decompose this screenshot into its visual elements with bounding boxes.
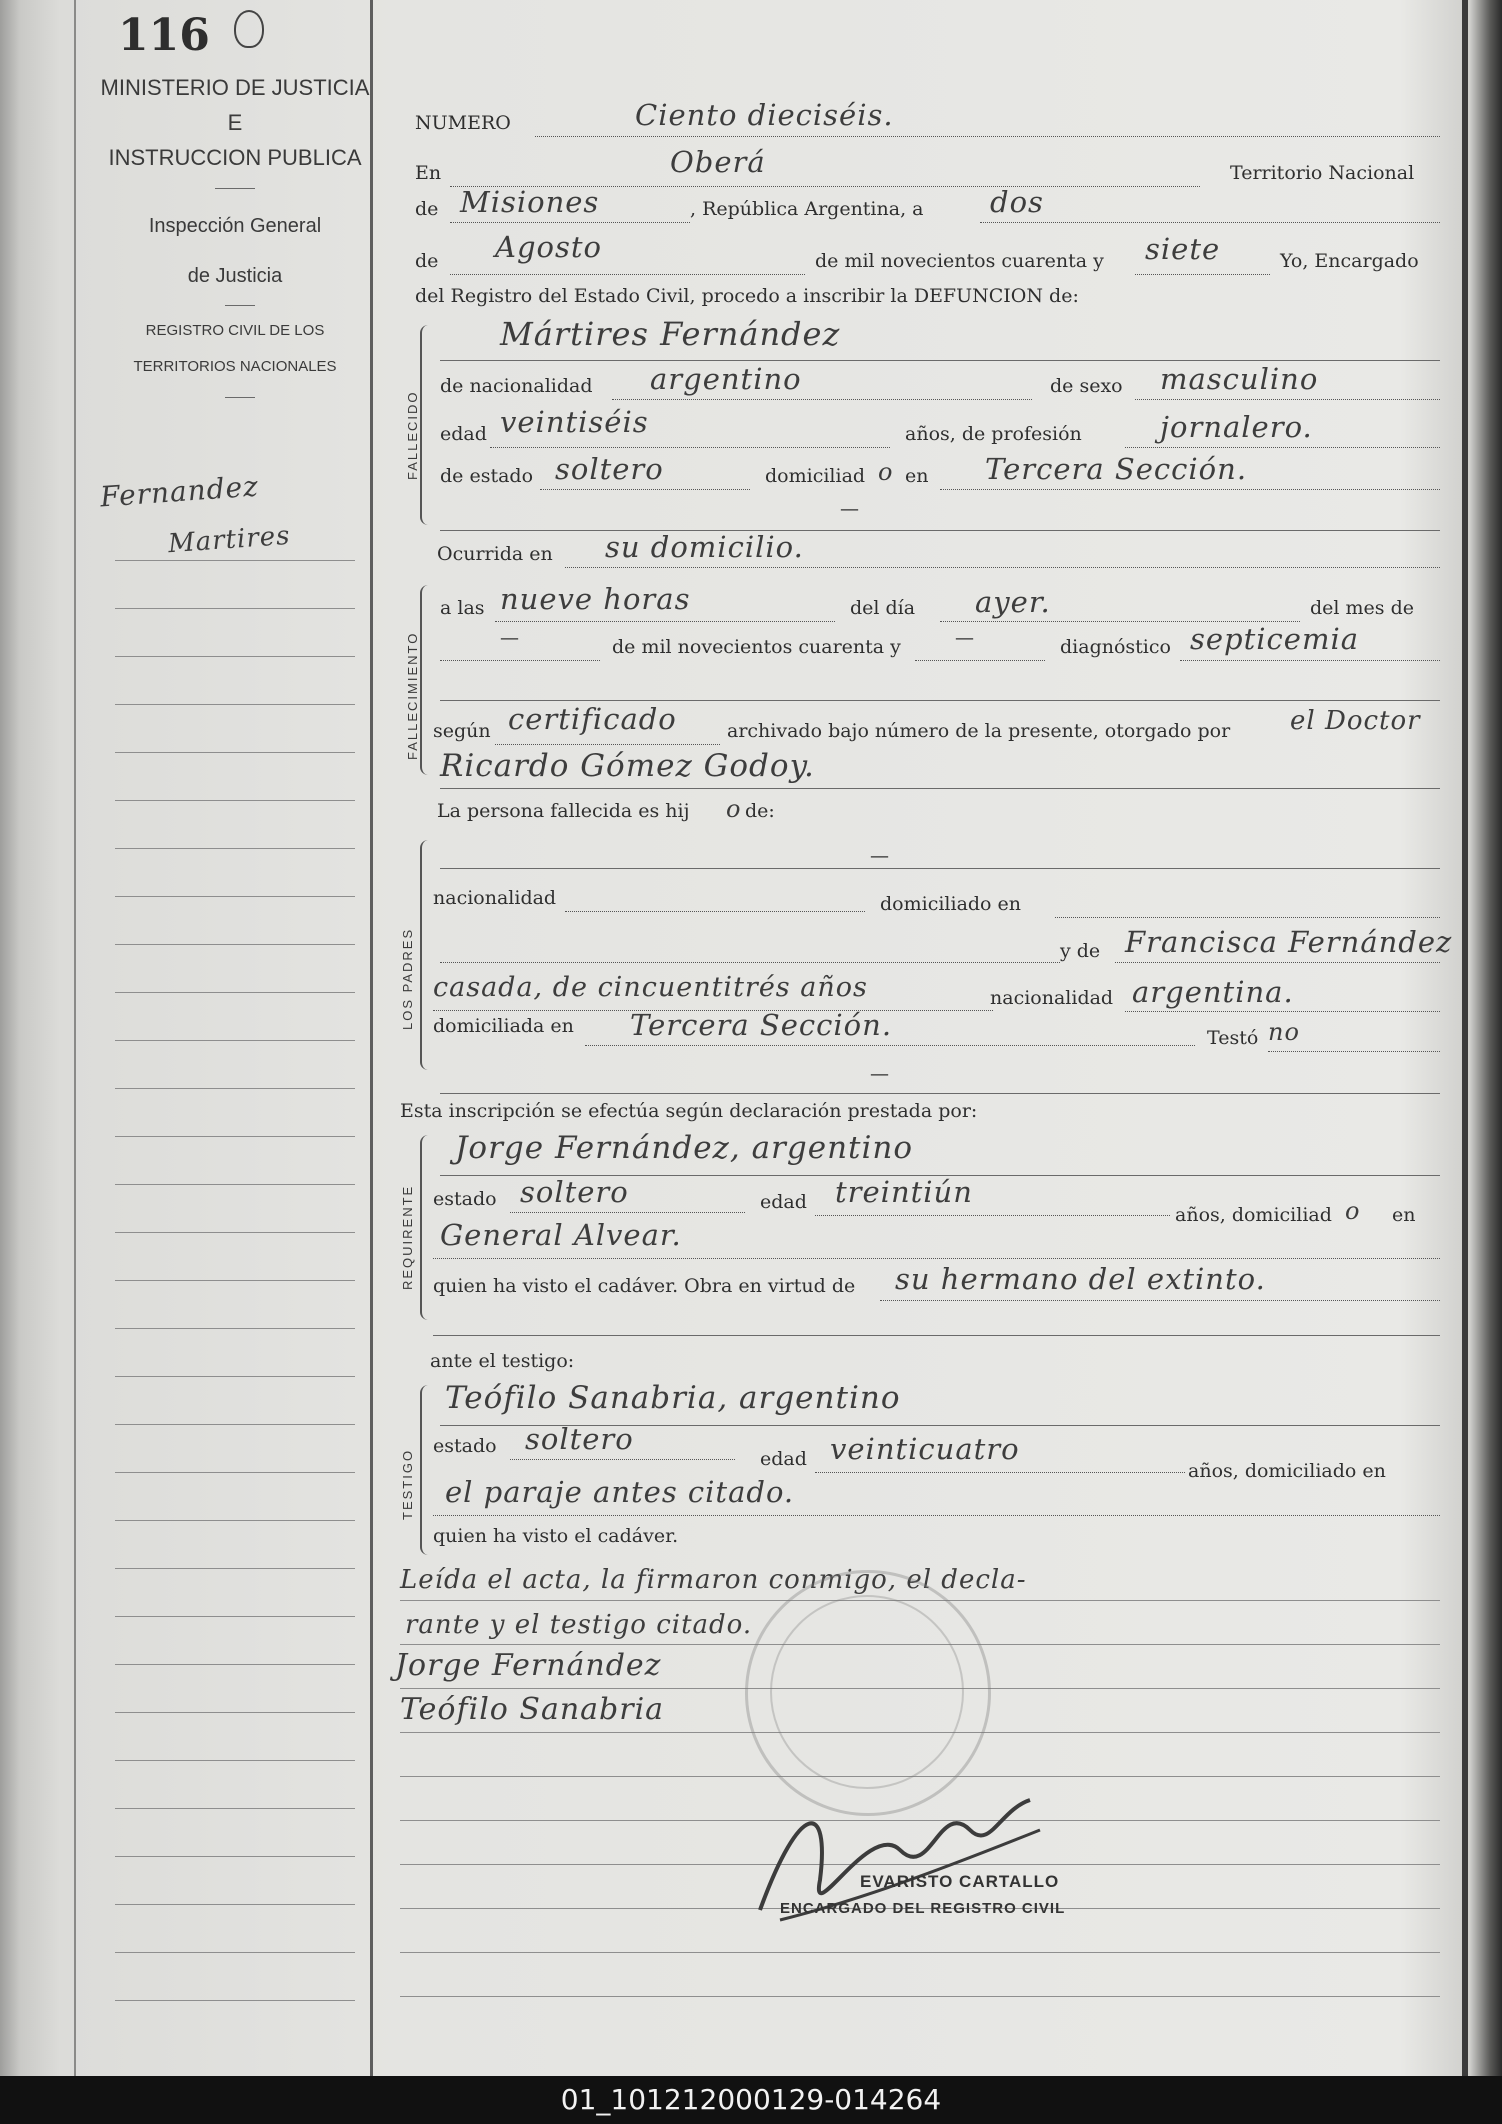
- dotted-line: [980, 222, 1440, 223]
- requirente-nombre: Jorge Fernández, argentino: [455, 1130, 914, 1166]
- ledger-line: [115, 1856, 355, 1857]
- a-las-label: a las: [440, 597, 485, 619]
- dotted-line: [815, 1215, 1170, 1216]
- ante-label: ante el testigo:: [430, 1350, 575, 1372]
- testo-label: Testó: [1207, 1027, 1259, 1049]
- archivado-label: archivado bajo número de la presente, otorgado por: [727, 720, 1231, 742]
- header-divider: [215, 188, 255, 189]
- testo-value: no: [1268, 1018, 1300, 1046]
- test-estado-value: soltero: [525, 1422, 634, 1456]
- ministry-line3: INSTRUCCION PUBLICA: [108, 145, 362, 170]
- dotted-line: [440, 962, 1060, 963]
- dotted-line: [1125, 1011, 1440, 1012]
- dotted-line: [495, 621, 835, 622]
- registry-line1: REGISTRO CIVIL DE LOS: [145, 322, 325, 339]
- signature-declarant: Jorge Fernández: [395, 1648, 662, 1683]
- mes-value: Agosto: [495, 230, 602, 264]
- virtud-value: su hermano del extinto.: [895, 1262, 1266, 1296]
- blank-mark: —: [870, 1063, 889, 1085]
- ledger-line: [115, 1184, 355, 1185]
- test-estado-label: estado: [433, 1435, 497, 1457]
- req-anios-label: años, domiciliad: [1175, 1204, 1332, 1226]
- dotted-line: [433, 1258, 1440, 1259]
- ruled-line: [433, 1335, 1440, 1336]
- test-domicilio-value: el paraje antes citado.: [445, 1475, 795, 1509]
- dotted-line: [1135, 399, 1440, 400]
- domiciliado-suffix: o: [878, 458, 894, 486]
- dotted-line: [450, 274, 805, 275]
- page-left-edge: [74, 0, 76, 2076]
- fallecimiento-section-label: FALLECIMIENTO: [405, 631, 420, 760]
- ledger-line: [115, 992, 355, 993]
- dotted-line: [815, 1472, 1185, 1473]
- closing-ruled-line: [400, 1996, 1440, 1997]
- madre-casada-value: casada, de cincuentitrés años: [433, 972, 868, 1003]
- mil-label: de mil novecientos cuarenta y: [612, 636, 901, 658]
- signature-witness: Teófilo Sanabria: [400, 1692, 665, 1727]
- dotted-line: [510, 1459, 735, 1460]
- numero-label: NUMERO: [415, 112, 511, 134]
- dotted-line: [1135, 274, 1270, 275]
- dotted-line: [1115, 962, 1440, 963]
- ministry-line1: MINISTERIO DE JUSTICIA: [100, 75, 370, 100]
- ocurrida-label: Ocurrida en: [437, 543, 553, 565]
- dotted-line: [440, 660, 600, 661]
- image-caption: 01_101212000129-014264: [0, 2076, 1502, 2124]
- dotted-line: [1055, 917, 1440, 918]
- estado-label: de estado: [440, 465, 534, 487]
- del-mes-label: del mes de: [1310, 597, 1414, 619]
- territorio-value: Misiones: [460, 185, 600, 219]
- en-label: En: [415, 162, 442, 184]
- ledger-line: [115, 1280, 355, 1281]
- ledger-line: [115, 1808, 355, 1809]
- margin-rule: [370, 0, 373, 2076]
- fallecido-section-label: FALLECIDO: [405, 390, 420, 480]
- ledger-line: [115, 800, 355, 801]
- test-edad-value: veinticuatro: [830, 1432, 1020, 1466]
- ledger-line: [115, 1664, 355, 1665]
- dotted-line: [1180, 660, 1440, 661]
- del-dia-label: del día: [850, 597, 916, 619]
- dotted-line: [450, 222, 690, 223]
- domiciliada-value: Tercera Sección.: [630, 1008, 893, 1042]
- domiciliada-label: domiciliada en: [433, 1015, 574, 1037]
- anios-profesion-label: años, de profesión: [905, 423, 1082, 445]
- domiciliado-en-label: en: [905, 465, 929, 487]
- nacionalidad-label: de nacionalidad: [440, 375, 593, 397]
- dotted-line: [1268, 1051, 1440, 1052]
- blank-mark: —: [840, 498, 859, 520]
- folio-number: 116: [118, 10, 210, 61]
- anio-label: de mil novecientos cuarenta y: [815, 250, 1104, 272]
- profesion-value: jornalero.: [1160, 410, 1313, 444]
- req-domicilio-value: General Alvear.: [440, 1218, 682, 1252]
- visto-label: quien ha visto el cadáver. Obra en virtud de: [433, 1275, 856, 1297]
- dotted-line: [433, 1515, 1440, 1516]
- ledger-line: [115, 944, 355, 945]
- dotted-line: [1125, 447, 1440, 448]
- ledger-line: [115, 656, 355, 657]
- official-name: EVARISTO CARTALLO: [860, 1872, 1060, 1891]
- blank-mark: —: [870, 845, 889, 867]
- testigo-section-label: TESTIGO: [400, 1448, 415, 1520]
- ruled-line: [440, 868, 1440, 869]
- registry-line2: TERRITORIOS NACIONALES: [133, 358, 337, 375]
- localidad-value: Oberá: [670, 145, 766, 179]
- ledger-line: [115, 704, 355, 705]
- ledger-line: [115, 1520, 355, 1521]
- ledger-line: [115, 1376, 355, 1377]
- inspection-line1: Inspección General: [148, 215, 322, 237]
- official-title: ENCARGADO DEL REGISTRO CIVIL: [780, 1900, 1066, 1917]
- ledger-line: [115, 1616, 355, 1617]
- inspection-line2: de Justicia: [187, 265, 283, 287]
- dotted-line: [612, 399, 1032, 400]
- encargado-label: Yo, Encargado: [1280, 250, 1419, 272]
- madre-nacionalidad-value: argentina.: [1132, 975, 1294, 1009]
- sexo-label: de sexo: [1050, 375, 1123, 397]
- ruled-line: [440, 788, 1440, 789]
- medico-value: Ricardo Gómez Godoy.: [440, 748, 815, 784]
- madre-nacionalidad-label: nacionalidad: [990, 987, 1114, 1009]
- page-fold: [1462, 0, 1468, 2076]
- dia-value: dos: [990, 185, 1044, 219]
- ledger-line: [115, 1712, 355, 1713]
- closing-line2: rante y el testigo citado.: [405, 1610, 753, 1640]
- hijo-suffix: o: [726, 795, 742, 823]
- req-anios-suffix: o: [1345, 1197, 1361, 1225]
- declaracion-label: Esta inscripción se efectúa según declaración prestada por:: [400, 1100, 978, 1122]
- dia-fallecimiento-value: ayer.: [975, 585, 1051, 619]
- margin-note-name: Martires: [167, 520, 292, 560]
- otorgado-value: el Doctor: [1290, 706, 1421, 736]
- dotted-line: [540, 489, 750, 490]
- dotted-line: [510, 1212, 745, 1213]
- ruled-line: [440, 530, 1440, 531]
- req-estado-value: soltero: [520, 1175, 629, 1209]
- coat-of-arms-icon: [234, 10, 264, 48]
- ledger-line: [115, 560, 355, 561]
- edad-label: edad: [440, 423, 487, 445]
- ledger-line: [115, 1040, 355, 1041]
- domiciliado-label: domiciliad: [765, 465, 866, 487]
- ledger-line: [115, 1328, 355, 1329]
- segun-value: certificado: [508, 702, 677, 736]
- dotted-line: [495, 744, 720, 745]
- req-en-label: en: [1392, 1204, 1416, 1226]
- requirente-section-label: REQUIRENTE: [400, 1184, 415, 1290]
- diagnostico-label: diagnóstico: [1060, 636, 1171, 658]
- req-estado-label: estado: [433, 1188, 497, 1210]
- republica-label: , República Argentina, a: [690, 198, 924, 220]
- registro-label: del Registro del Estado Civil, procedo a inscribir la DEFUNCION de:: [415, 285, 1079, 307]
- header-divider: [225, 397, 255, 398]
- margin-note-surname: Fernandez: [99, 469, 260, 514]
- ruled-line: [440, 700, 1440, 701]
- hijo-label: La persona fallecida es hij: [437, 800, 690, 822]
- fallecido-nombre: Mártires Fernández: [500, 315, 841, 353]
- ledger-line: [115, 1424, 355, 1425]
- diagnostico-value: septicemia: [1190, 622, 1360, 656]
- ledger-line: [115, 1232, 355, 1233]
- de2-label: de: [415, 250, 439, 272]
- ledger-line: [115, 2000, 355, 2001]
- ledger-line: [115, 608, 355, 609]
- req-edad-value: treintiún: [835, 1175, 973, 1209]
- segun-label: según: [433, 720, 491, 742]
- ledger-line: [115, 896, 355, 897]
- de-label: de:: [745, 800, 775, 822]
- section-brace: [420, 325, 432, 525]
- edad-value: veintiséis: [500, 405, 649, 439]
- ledger-line: [115, 752, 355, 753]
- test-visto-label: quien ha visto el cadáver.: [433, 1525, 679, 1547]
- padres-section-label: LOS PADRES: [400, 927, 415, 1030]
- req-edad-label: edad: [760, 1191, 807, 1213]
- dotted-line: [565, 567, 1440, 568]
- dotted-line: [585, 1045, 1195, 1046]
- y-de-label: y de: [1060, 940, 1101, 962]
- dotted-line: [915, 660, 1045, 661]
- territorio-label: Territorio Nacional: [1230, 162, 1415, 184]
- sexo-value: masculino: [1160, 362, 1319, 396]
- dotted-line: [565, 911, 865, 912]
- ruled-line: [440, 1093, 1440, 1094]
- mes-blank: —: [500, 627, 519, 649]
- ministry-line2: E: [227, 110, 243, 135]
- section-brace: [420, 1135, 432, 1320]
- testigo-nombre: Teófilo Sanabria, argentino: [445, 1380, 901, 1416]
- estado-value: soltero: [555, 452, 664, 486]
- madre-value: Francisca Fernández: [1125, 925, 1453, 959]
- padre-nacionalidad-label: nacionalidad: [433, 887, 557, 909]
- ruled-line: [440, 360, 1440, 361]
- de-label: de: [415, 198, 439, 220]
- nacionalidad-value: argentino: [650, 362, 802, 396]
- header-divider: [225, 305, 255, 306]
- closing-ruled-line: [400, 1952, 1440, 1953]
- ledger-line: [115, 1760, 355, 1761]
- anio-value: siete: [1145, 232, 1221, 266]
- dotted-line: [535, 136, 1440, 137]
- ledger-line: [115, 1904, 355, 1905]
- dotted-line: [490, 447, 890, 448]
- closing-line1: Leída el acta, la firmaron conmigo, el decla-: [400, 1565, 1027, 1595]
- dotted-line: [880, 1300, 1440, 1301]
- ledger-line: [115, 1952, 355, 1953]
- domicilio-value: Tercera Sección.: [985, 452, 1248, 486]
- ledger-line: [115, 1472, 355, 1473]
- ledger-line: [115, 1088, 355, 1089]
- ledger-line: [115, 848, 355, 849]
- section-brace: [420, 840, 432, 1070]
- section-brace: [420, 1385, 432, 1555]
- numero-value: Ciento dieciséis.: [635, 98, 894, 132]
- ledger-line: [115, 1568, 355, 1569]
- dotted-line: [940, 489, 1440, 490]
- hora-value: nueve horas: [500, 582, 691, 616]
- padre-domiciliado-label: domiciliado en: [880, 893, 1022, 915]
- section-brace: [420, 585, 432, 775]
- test-anios-label: años, domiciliado en: [1188, 1460, 1386, 1482]
- anio-blank: —: [955, 627, 974, 649]
- test-edad-label: edad: [760, 1448, 807, 1470]
- ocurrida-value: su domicilio.: [605, 530, 804, 564]
- ledger-line: [115, 1136, 355, 1137]
